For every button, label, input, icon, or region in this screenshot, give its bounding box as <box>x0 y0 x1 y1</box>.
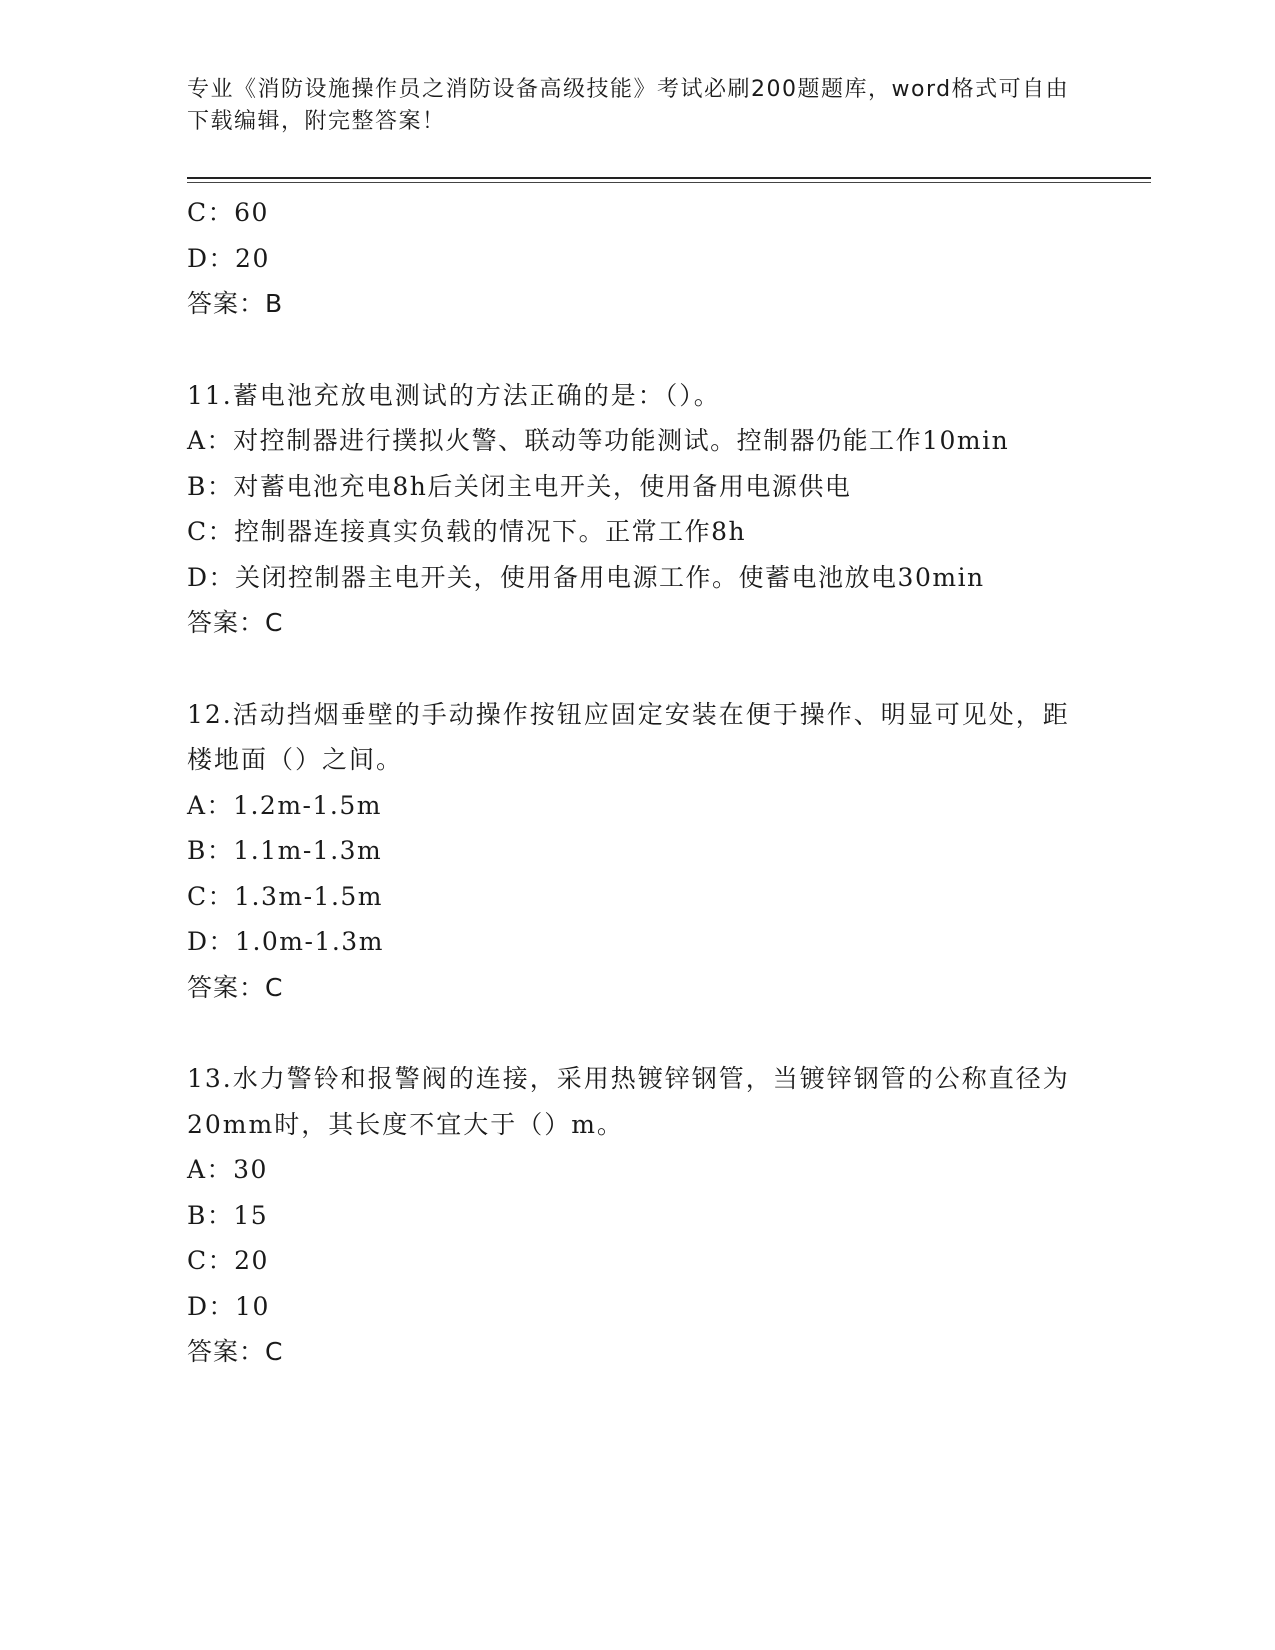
answer-line <box>187 965 1087 1011</box>
option-text: 20 <box>234 1246 269 1275</box>
answer-value: C <box>265 608 284 637</box>
option-text: 1.3m-1.5m <box>234 881 384 911</box>
question-stem: 12.活动挡烟垂壁的手动操作按钮应固定安装在便于操作、明显可见处，距楼地面（）之间。 <box>187 699 1070 774</box>
option-a <box>187 418 1087 464</box>
option-label: A： <box>187 790 234 820</box>
option-d <box>187 555 1087 601</box>
option-c <box>187 1238 1087 1284</box>
option-text: 关闭控制器主电开关，使用备用电源工作。使蓄电池放电30min <box>235 562 985 592</box>
option-c <box>187 874 1087 920</box>
answer-label: 答案： <box>187 972 266 1002</box>
option-label: C： <box>187 1246 235 1275</box>
answer-value: B <box>265 289 284 318</box>
option-text: 10 <box>235 1291 270 1321</box>
option-text: 60 <box>234 198 269 227</box>
option-label: C： <box>187 198 235 227</box>
answer-value: C <box>265 1337 284 1366</box>
question-11 <box>187 373 1087 646</box>
question-12 <box>187 692 1087 1011</box>
option-label: A： <box>187 426 234 455</box>
option-text: 控制器连接真实负载的情况下。正常工作8h <box>234 517 747 546</box>
answer-label: 答案： <box>187 1337 266 1366</box>
option-label: D： <box>187 243 236 273</box>
option-label: D： <box>187 1291 236 1321</box>
answer-line <box>187 1329 1087 1375</box>
option-label: C： <box>187 881 235 911</box>
option-label: B： <box>187 1200 234 1230</box>
option-label: B： <box>187 471 234 501</box>
option-label: C： <box>187 517 235 546</box>
option-text: 1.2m-1.5m <box>233 790 382 820</box>
document-header: 专业《消防设施操作员之消防设备高级技能》考试必刷200题题库，word格式可自由下载编辑，附完整答案！ <box>187 77 1070 134</box>
option-label: A： <box>187 1155 234 1184</box>
header-divider-thick <box>187 177 1151 179</box>
option-b <box>187 464 1087 510</box>
option-d <box>187 1284 1087 1330</box>
option-d <box>187 919 1087 965</box>
option-c <box>187 190 1087 236</box>
option-label: D： <box>187 927 236 956</box>
option-text: 1.1m-1.3m <box>233 836 383 865</box>
answer-label: 答案： <box>187 608 266 637</box>
option-text: 1.0m-1.3m <box>235 927 384 956</box>
header-divider-thin <box>187 182 1151 183</box>
option-text: 20 <box>235 243 270 273</box>
prev-question-block <box>187 190 1087 327</box>
option-a <box>187 783 1087 829</box>
answer-line <box>187 281 1087 327</box>
option-text: 15 <box>233 1200 269 1230</box>
option-d <box>187 236 1087 282</box>
question-stem: 13.水力警铃和报警阀的连接，采用热镀锌钢管，当镀锌钢管的公称直径为20mm时，其长度不宜大于（）m。 <box>187 1064 1070 1139</box>
question-13 <box>187 1056 1087 1375</box>
answer-value: C <box>265 972 284 1002</box>
option-text: 对蓄电池充电8h后关闭主电开关，使用备用电源供电 <box>233 471 852 501</box>
option-text: 30 <box>233 1155 268 1184</box>
option-c <box>187 509 1087 555</box>
option-a <box>187 1147 1087 1193</box>
question-stem: 11.蓄电池充放电测试的方法正确的是：（）。 <box>187 380 721 410</box>
answer-label: 答案： <box>187 289 266 318</box>
question-list <box>187 190 1087 1375</box>
option-b <box>187 828 1087 874</box>
option-b <box>187 1193 1087 1239</box>
option-label: D： <box>187 562 236 592</box>
option-label: B： <box>187 836 234 865</box>
answer-line <box>187 600 1087 646</box>
option-text: 对控制器进行撲拟火警、联动等功能测试。控制器仍能工作10min <box>233 426 1010 455</box>
